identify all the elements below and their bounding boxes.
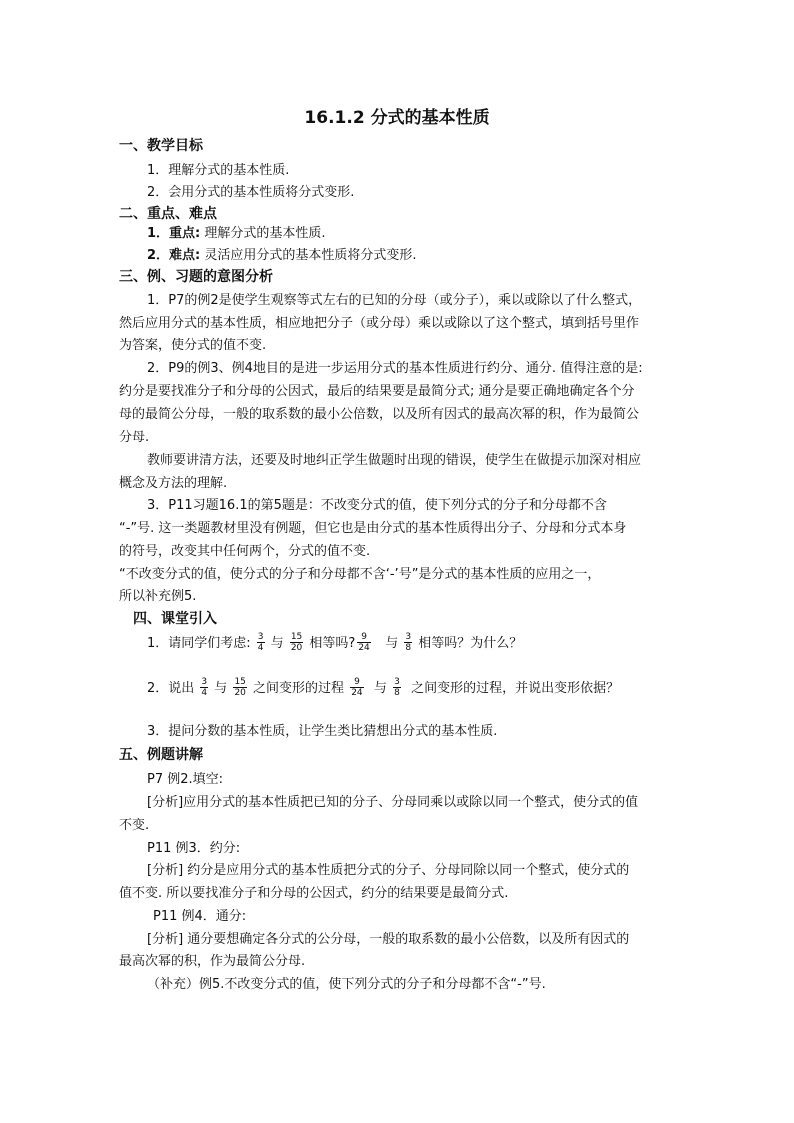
paragraph-line: 3．P11习题16.1的第5题是：不改变分式的值，使下列分式的分子和分母都不含 <box>147 498 607 513</box>
paragraph-line: 概念及方法的理解. <box>119 476 228 491</box>
intro-question-3: 3．提问分数的基本性质，让学生类比猜想出分式的基本性质. <box>147 724 498 739</box>
fraction: $\frac{3}{4}$ <box>201 677 208 698</box>
fraction: $\frac{3}{8}$ <box>405 632 412 653</box>
paragraph-line: 约分是要找准分子和分母的公因式，最后的结果要是最简分式; 通分是要正确地确定各个分 <box>119 384 635 399</box>
example-line: P11 例3．约分: <box>147 841 241 856</box>
fraction: $\frac{3}{4}$ <box>257 632 264 653</box>
difficulty-text: 灵活应用分式的基本性质将分式变形. <box>204 248 417 263</box>
goal-item: 1．理解分式的基本性质. <box>147 163 290 178</box>
question-prefix: 1．请同学们考虑: <box>147 636 251 651</box>
key-point-line <box>147 225 326 243</box>
fraction: $\frac{3}{8}$ <box>394 677 400 698</box>
difficulty-line <box>147 247 417 265</box>
question-text: 与 <box>385 636 399 651</box>
example-line: [分析] 通分要想确定各分式的公分母，一般的取系数的最小公倍数，以及所有因式的 <box>147 932 630 947</box>
example-line: P11 例4．通分: <box>153 909 247 924</box>
paragraph-line: 为答案，使分式的值不变. <box>119 338 267 353</box>
paragraph-line: “不改变分式的值，使分式的分子和分母都不含‘-’号”是分式的基本性质的应用之一， <box>119 567 601 582</box>
section-heading-goals: 一、教学目标 <box>119 138 203 154</box>
example-line: （补充）例5.不改变分式的值，使下列分式的分子和分母都不含“-”号. <box>147 977 546 992</box>
difficulty-label: 2．难点: <box>147 248 201 263</box>
question-text: 相等吗? <box>309 636 356 651</box>
question-text: 之间变形的过程，并说出变形依据？ <box>411 681 620 696</box>
paragraph-line: 教师要讲清方法，还要及时地纠正学生做题时出现的错误，使学生在做提示加深对相应 <box>147 453 642 468</box>
paragraph-line: 母的最简公分母，一般的取系数的最小公倍数，以及所有因式的最高次幂的积，作为最简公 <box>119 407 640 422</box>
paragraph-line: 然后应用分式的基本性质，相应地把分子（或分母）乘以或除以了这个整式，填到括号里作 <box>119 316 640 331</box>
goal-item: 2．会用分式的基本性质将分式变形. <box>147 185 355 200</box>
fraction: $\frac{9}{24}$ <box>351 677 363 698</box>
question-text: 与 <box>214 681 228 696</box>
key-point-text: 理解分式的基本性质. <box>204 226 326 241</box>
fraction: $\frac{15}{20}$ <box>290 632 303 653</box>
question-prefix: 2．说出 <box>147 681 195 696</box>
paragraph-line: 1．P7的例2是使学生观察等式左右的已知的分母（或分子），乘以或除以了什么整式， <box>147 293 642 308</box>
paragraph-line: 所以补充例5. <box>119 589 197 604</box>
example-line: 不变. <box>119 818 150 833</box>
paragraph-line: “-”号. 这一类题教材里没有例题，但它也是由分式的基本性质得出分子、分母和分式本身 <box>119 521 627 536</box>
question-text: 相等吗？为什么？ <box>418 636 523 651</box>
section-heading-keypoints: 二、重点、难点 <box>119 206 217 222</box>
section-heading-examples: 五、例题讲解 <box>119 747 203 763</box>
key-point-label: 1．重点: <box>147 226 201 241</box>
example-line: 值不变. 所以要找准分子和分母的公因式，约分的结果要是最简分式. <box>119 886 509 901</box>
question-text: 之间变形的过程 <box>253 681 345 696</box>
example-line: P7 例2.填空: <box>147 772 224 787</box>
example-line: 最高次幂的积，作为最简公分母. <box>119 954 306 969</box>
fraction: $\frac{15}{20}$ <box>234 677 246 698</box>
example-line: [分析] 约分是应用分式的基本性质把分式的分子、分母同除以同一个整式，使分式的 <box>147 863 630 878</box>
example-line: [分析]应用分式的基本性质把已知的分子、分母同乘以或除以同一个整式，使分式的值 <box>147 795 639 810</box>
intro-question-1 <box>147 633 522 654</box>
intro-question-2 <box>147 678 619 699</box>
paragraph-line: 分母. <box>119 430 150 445</box>
fraction: $\frac{9}{24}$ <box>358 632 370 653</box>
section-heading-analysis: 三、例、习题的意图分析 <box>119 269 273 285</box>
question-text: 与 <box>270 636 284 651</box>
page-title: 16.1.2 分式的基本性质 <box>304 108 490 128</box>
question-text: 与 <box>373 681 387 696</box>
paragraph-line: 的符号，改变其中任何两个，分式的值不变. <box>119 544 371 559</box>
section-heading-intro: 四、课堂引入 <box>133 611 217 627</box>
paragraph-line: 2．P9的例3、例4地目的是进一步运用分式的基本性质进行约分、通分. 值得注意的是: <box>147 361 643 376</box>
